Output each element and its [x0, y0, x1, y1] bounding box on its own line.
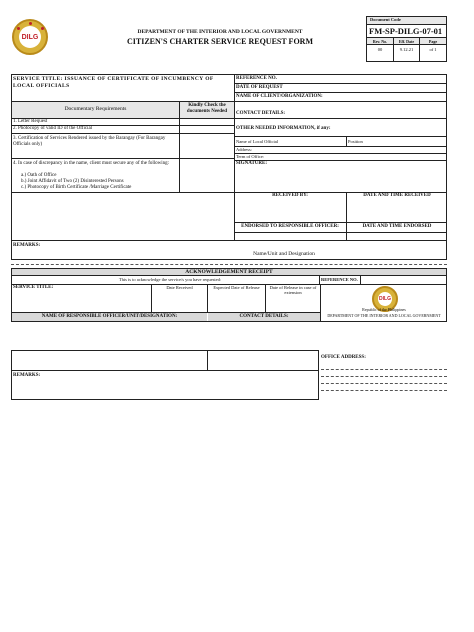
receipt-date-received: Date Received: [166, 285, 193, 290]
signature-label: SIGNATURE:: [236, 161, 268, 166]
bottom-remarks-label: REMARKS:: [13, 373, 41, 378]
officer-label: NAME OF RESPONSIBLE OFFICER/UNIT/DESIGNATION:: [12, 313, 207, 321]
term-of-office-label: Term of Office:: [236, 154, 265, 159]
date-received-label: DATE AND TIME RECEIVED: [363, 193, 431, 198]
rev-no: 00: [367, 45, 394, 61]
office-address-label: OFFICE ADDRESS:: [321, 355, 366, 360]
eff-date-label: Eff. Date: [394, 38, 420, 45]
other-info-label: OTHER NEEDED INFORMATION, if any:: [236, 126, 331, 131]
client-name-label: NAME OF CLIENT/ORGANIZATION:: [236, 94, 323, 99]
ack-text: This is to acknowledge the service/s you have requested:: [118, 277, 222, 282]
service-title: SERVICE TITLE: ISSUANCE OF CERTIFICATE OF INCUMBENCY OF LOCAL OFFICIALS: [13, 76, 214, 89]
doc-code-label: Document Code: [367, 17, 446, 25]
check-header: Kindly Check the documents Needed: [186, 103, 228, 114]
endorsed-to-label: ENDORSED TO RESPONSIBLE OFFICER:: [241, 224, 339, 229]
receipt-republic: Republic of the Philippines: [362, 307, 406, 312]
contact-details-label: CONTACT DETAILS:: [236, 111, 286, 116]
address-label: Address:: [236, 147, 252, 152]
position-label: Position: [348, 139, 363, 144]
requirement-valid-id: 2. Photocopy of valid ID of the Official: [13, 126, 93, 131]
receipt-agency: DEPARTMENT OF THE INTERIOR AND LOCAL GOVERNMENT: [327, 313, 441, 318]
receipt-logo-text: DILG: [379, 296, 391, 302]
form-title: CITIZEN'S CHARTER SERVICE REQUEST FORM: [127, 37, 313, 46]
doc-req-header: Documentary Requirements: [64, 106, 127, 112]
receipt-contact-label: CONTACT DETAILS:: [208, 313, 320, 321]
date-endorsed-label: DATE AND TIME ENDORSED: [362, 224, 432, 229]
agency-name: DEPARTMENT OF THE INTERIOR AND LOCAL GOVERNMENT: [137, 29, 303, 35]
received-by-label: RECEIVED BY:: [272, 193, 308, 198]
rev-no-label: Rev. No.: [367, 38, 394, 45]
requirement-birth-cert: c.) Photocopy of Birth Certificate /Marriage Certificate: [21, 185, 132, 190]
document-code-box: [366, 16, 447, 62]
page-number: of 1: [429, 47, 437, 52]
reference-no-label: REFERENCE NO.: [236, 76, 277, 81]
receipt-extension: Date of Release in case of extension: [269, 285, 317, 295]
bottom-section: [11, 350, 319, 400]
receipt-title: ACKNOWLEDGEMENT RECEIPT: [12, 269, 446, 276]
requirement-letter: 1. Letter Request: [13, 119, 48, 124]
page-label: Page: [420, 38, 446, 45]
dilg-logo: [12, 19, 48, 55]
receipt-service-title-label: SERVICE TITLE:: [13, 285, 54, 290]
date-of-request-label: DATE OF REQUEST: [236, 85, 283, 90]
receipt-expected-release: Expected Date of Release: [213, 285, 260, 290]
requirement-affidavit: b.) Joint Affidavit of Two (2) Disinterested Persons: [21, 179, 124, 184]
receipt-ref-label: REFERENCE NO.: [321, 277, 358, 282]
name-unit-designation: Name/Unit and Designation: [253, 251, 315, 257]
requirement-oath: a.) Oath of Office: [21, 173, 57, 178]
remarks-label: REMARKS:: [13, 243, 41, 248]
eff-date: 9.12.21: [394, 45, 420, 61]
requirement-certification: 3. Certification of Services Rendered issued by the Barangay (For Barangay Officials only): [13, 136, 166, 147]
logo-text: DILG: [21, 34, 39, 41]
doc-code: FM-SP-DILG-07-01: [367, 25, 446, 38]
local-official-label: Name of Local Official: [236, 139, 279, 144]
cut-line: [11, 264, 447, 265]
requirement-discrepancy: 4. In case of discrepancy in the name, client must secure any of the following:: [13, 161, 170, 166]
